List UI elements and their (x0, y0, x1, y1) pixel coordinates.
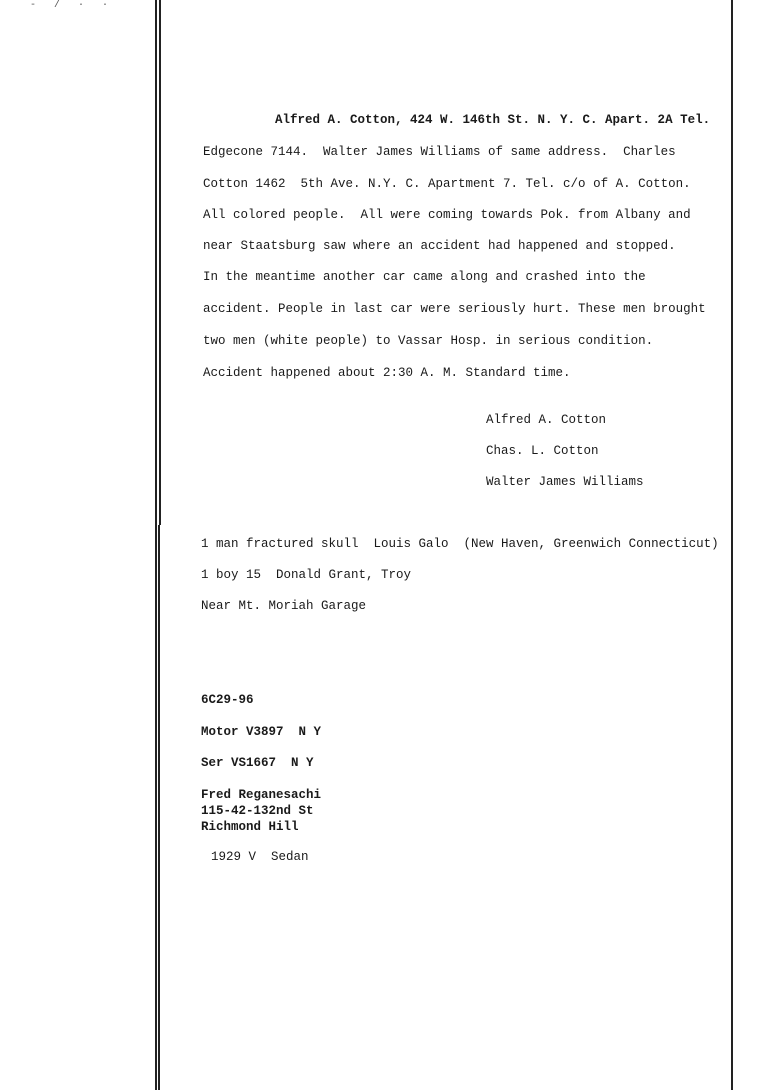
location-line: Near Mt. Moriah Garage (201, 599, 367, 613)
left-margin-rule-lower (158, 525, 160, 1090)
signature-charles: Chas. L. Cotton (486, 444, 599, 458)
injury-line-1: 1 man fractured skull Louis Galo (New Haven, Greenwich Connecticut) (201, 537, 719, 551)
left-margin-rule (155, 0, 157, 1090)
owner-city: Richmond Hill (201, 820, 299, 834)
signature-alfred: Alfred A. Cotton (486, 413, 607, 427)
owner-name: Fred Reganesachi (201, 788, 322, 802)
statement-line-9: Accident happened about 2:30 A. M. Standard time. (203, 366, 571, 380)
statement-line-8: two men (white people) to Vassar Hosp. in serious condition. (203, 334, 654, 348)
statement-line-6: In the meantime another car came along and crashed into the (203, 270, 646, 284)
owner-street: 115-42-132nd St (201, 804, 314, 818)
injury-line-2: 1 boy 15 Donald Grant, Troy (201, 568, 412, 582)
statement-line-5: near Staatsburg saw where an accident had happened and stopped. (203, 239, 676, 253)
statement-line-2: Edgecone 7144. Walter James Williams of same address. Charles (203, 145, 676, 159)
right-margin-rule (731, 0, 733, 1090)
plate-number: 6C29-96 (201, 693, 254, 707)
serial-number: Ser VS1667 N Y (201, 756, 314, 770)
motor-number: Motor V3897 N Y (201, 725, 322, 739)
vehicle-model: 1929 V Sedan (211, 850, 309, 864)
statement-line-4: All colored people. All were coming towards Pok. from Albany and (203, 208, 691, 222)
statement-line-1: Alfred A. Cotton, 424 W. 146th St. N. Y. C. Apart. 2A Tel. (275, 113, 711, 127)
left-margin-rule-inner (159, 0, 161, 525)
stray-marks: - / · · (30, 0, 115, 11)
signature-walter: Walter James Williams (486, 475, 644, 489)
statement-line-7: accident. People in last car were seriously hurt. These men brought (203, 302, 706, 316)
statement-line-3: Cotton 1462 5th Ave. N.Y. C. Apartment 7. Tel. c/o of A. Cotton. (203, 177, 691, 191)
